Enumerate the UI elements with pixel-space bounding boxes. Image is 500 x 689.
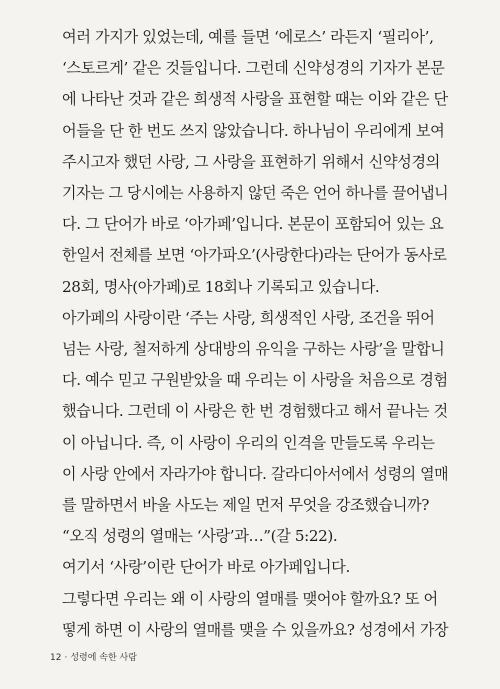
text-line: 다. 예수 믿고 구원받았을 때 우리는 이 사랑을 처음으로 경험 xyxy=(62,371,448,390)
text-line: ‘스토르게’ 같은 것들입니다. 그런데 신약성경의 기자가 본문 xyxy=(62,59,445,78)
text-line: 여기서 ‘사랑’이란 단어가 바로 아가페입니다. xyxy=(62,558,350,577)
book-title: 성령에 속한 사람 xyxy=(70,653,137,663)
text-line: 여러 가지가 있었는데, 예를 들면 ‘에로스’ 라든지 ‘필리아’, xyxy=(62,28,434,46)
text-line: 떻게 하면 이 사랑의 열매를 맺을 수 있을까요? 성경에서 가장 xyxy=(62,620,449,639)
page-footer xyxy=(50,650,137,663)
text-line: 이 아닙니다. 즉, 이 사랑이 우리의 인격을 만들도록 우리는 xyxy=(62,433,435,452)
text-line: 넘는 사랑, 철저하게 상대방의 유익을 구하는 사랑’을 말합니 xyxy=(62,340,445,358)
text-line: “오직 성령의 열매는 ‘사랑’과…”(갈 5:22). xyxy=(62,527,338,546)
text-line: 이 사랑 안에서 자라가야 합니다. 갈라디아서에서 성령의 열매 xyxy=(62,464,449,483)
text-line: 주시고자 했던 사랑, 그 사랑을 표현하기 위해서 신약성경의 xyxy=(62,152,440,171)
text-line: 그렇다면 우리는 왜 이 사랑의 열매를 맺어야 할까요? 또 어 xyxy=(62,589,438,608)
text-line: 28회, 명사(아가페)로 18회나 기록되고 있습니다. xyxy=(62,277,380,296)
text-line: 아가페의 사랑이란 ‘주는 사랑, 희생적인 사랑, 조건을 뛰어 xyxy=(62,308,435,327)
text-line: 다. 그 단어가 바로 ‘아가페’입니다. 본문이 포함되어 있는 요 xyxy=(62,215,444,234)
text-line: 했습니다. 그런데 이 사랑은 한 번 경험했다고 해서 끝나는 것 xyxy=(62,402,448,421)
text-line: 기자는 그 당시에는 사용하지 않던 죽은 언어 하나를 끌어냅니 xyxy=(62,184,449,202)
text-line: 를 말하면서 바울 사도는 제일 먼저 무엇을 강조했습니까? xyxy=(62,496,429,514)
text-line: 한일서 전체를 보면 ‘아가파오’(사랑한다)라는 단어가 동사로 xyxy=(62,246,447,265)
text-line: 어들을 단 한 번도 쓰지 않았습니다. 하나님이 우리에게 보여 xyxy=(62,121,445,140)
page-number: 12 xyxy=(50,653,62,663)
text-line: 에 나타난 것과 같은 희생적 사랑을 표현할 때는 이와 같은 단 xyxy=(62,90,448,109)
footer-separator: · xyxy=(64,653,68,663)
